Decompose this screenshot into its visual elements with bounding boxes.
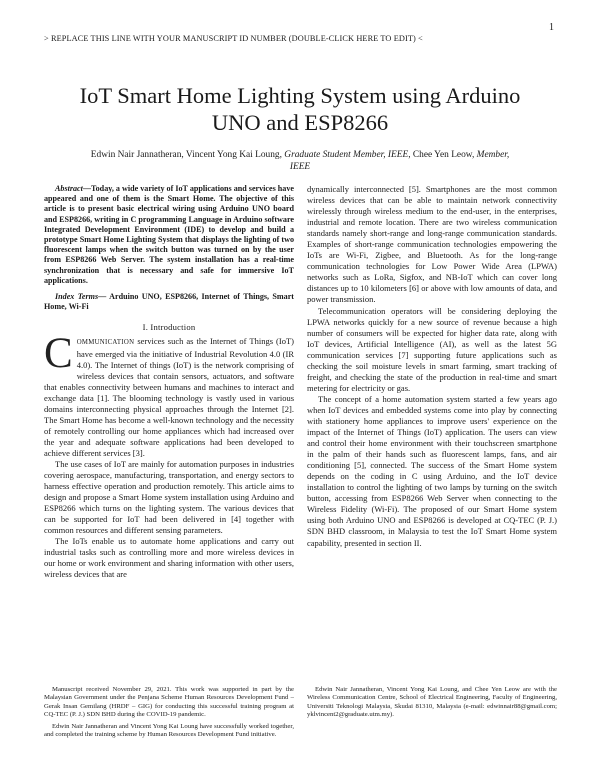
right-paragraph-3: The concept of a home automation system started a few years ago when IoT devices and embedded systems come into play by connecting with stationery home appliances to improve users' experience on the impact of the Internet of Things (IoT) application. The users can view and control their home environment with their touchscreen smartphone in the palm of their hands such as fluorescent lamps, fans, and air conditioning [5], connected. The success of the Smart Home system depends on the coding in C using Arduino, and the IoT device installation to control the lighting of two lamps by turning on the switch button, accessing from ESP8266 Web Server when connecting to the Wireless Fidelity (Wi-Fi). The proposed of our Smart Home system using both Arduino UNO and ESP8266 is developed at CQ-TEC (P. J.) SDN BHD classroom, in Malaysia to test the IoT Smart Home system capability, presented in section II.: [307, 393, 557, 548]
intro-paragraph-1-text: services such as the Internet of Things (IoT) have emerged via the initiative of Industrial Revolution 4.0 (IR 4.0). The Internet of things (IoT) is the network comprising of wireless devices that contain sensors, actuators, and software that enables connectivity between humans and machines to interact and exchange data [1]. The blooming technology is vastly used in various domains interconnecting physical approaches through the Internet [2]. The Smart Home has become a well-known technology and the necessity of remotely controlling our home appliances which had increased over the year and adequate software applications had been developed to achieve different services [3].: [44, 336, 294, 458]
right-column: [307, 184, 557, 549]
author-list: [56, 149, 544, 173]
index-terms-text: — Arduino UNO, ESP8266, Internet of Things, Smart Home, Wi-Fi: [44, 292, 295, 312]
abstract: [44, 184, 294, 286]
author-affiliation-2: Member,: [476, 150, 510, 160]
page-number: 1: [549, 22, 554, 33]
section-heading-introduction: I. Introduction: [142, 322, 196, 333]
footnote-author-affiliations: Edwin Nair Jannatheran, Vincent Yong Kai Loung, and Chee Yen Leow are with the Wireless Communication Centre, School of Electrical Engineering, Faculty of Engineering, Universiti Teknologi Malaysia, Skudai 81310, Malaysia (e-mail: edwinnair88@gmail.com; yklvincent2@graduate.utm.my).: [307, 686, 557, 719]
intro-paragraph-1: [44, 330, 294, 459]
index-terms: [44, 292, 294, 312]
abstract-label: Abstract: [55, 184, 83, 193]
author-names: Edwin Nair Jannatheran, Vincent Yong Kai Loung,: [90, 150, 285, 160]
right-paragraph-1: dynamically interconnected [5]. Smartphones are the most common wireless devices that can be able to maintain network connectivity wirelessly through wireless medium to the end-user, in the enterprises, industrial and remote location. There are two wireless communication standards namely short-range and long-range communication standards. Examples of short-range communication technologies empowering the IoTs are Wi-Fi, Zigbee, and Bluetooth. As for the long-range communication technologies for Low Power Wide Area (LPWA) networks such as LoRa, Sigfox, and NB-IoT which can cover long distances up to 10 kilometers [6] or above with low amounts of data, and power transmission.: [307, 184, 557, 305]
title-line-2: UNO and ESP8266: [211, 110, 389, 135]
introduction-body: [44, 330, 294, 580]
manuscript-id-placeholder[interactable]: > REPLACE THIS LINE WITH YOUR MANUSCRIPT ID NUMBER (DOUBLE-CLICK HERE TO EDIT) <: [44, 34, 423, 43]
paper-title: [40, 82, 560, 136]
intro-paragraph-2: The use cases of IoT are mainly for automation purposes in industries covering aerospace, manufacturing, transportation, and energy sectors to harness effective operation and production remotely. This article aims to design and propose a Smart Home system installation using Arduino and ESP8266 which turns on the lighting system. The various devices that can be supported for IoT had been delivered in [4] together with common resources and different sensing parameters.: [44, 459, 294, 536]
drop-cap: C: [44, 330, 73, 378]
index-terms-label: Index Terms: [55, 292, 99, 302]
footnote-right: [307, 686, 557, 723]
left-column: [44, 184, 294, 581]
title-line-1: IoT Smart Home Lighting System using Arduino: [79, 83, 521, 108]
footnote-acknowledgement: Edwin Nair Jannatheran and Vincent Yong Kai Loung have successfully worked together, and completed the training scheme by Human Resources Development Fund initiative.: [44, 722, 294, 739]
footnote-left: [44, 686, 294, 742]
intro-first-word: OMMUNICATION: [76, 339, 135, 347]
author-affiliation-3: IEEE: [289, 162, 311, 172]
abstract-text: —Today, a wide variety of IoT applications and services have appeared and one of them is the Smart Home. The objective of this article is to present basic electrical wiring using Arduino UNO board and ESP8266, writing in C programming Language in Arduino software Integrated Development Environment (IDE) to develop and build a prototype Smart Home Lighting System that displays the lighting of two fluorescent lamps when the switch button was turned on by the user from ESP8266 Web Server. The system installation has a real-time synchronization that is necessary and safe for immersive IoT applications.: [44, 184, 294, 285]
author-affiliation: Graduate Student Member, IEEE: [284, 150, 409, 160]
author-names-2: , Chee Yen Leow,: [408, 150, 477, 160]
right-paragraph-2: Telecommunication operators will be considering deploying the LPWA networks quickly for a new source of revenue because a high number of consumers will be expected for higher data rate, along with IoT devices, Artificial Intelligence (AI), as well as the latest 5G communication services [7] supporting future applications such as checking the soil moisture levels in smart farming, smart tracking of freight, and checking the state of the production in real-time and smart metering for electricity or gas.: [307, 305, 557, 393]
intro-paragraph-3: The IoTs enable us to automate home applications and carry out industrial tasks such as controlling more and more wireless devices in our home or work environment and sharing information with other users, wireless devices that are: [44, 536, 294, 580]
footnote-manuscript-received: Manuscript received November 29, 2021. This work was supported in part by the Malaysian Government under the Penjana Scheme Human Resources Development Fund – Gerak Insan Gemilang (HRDF – GIG) for conducting this successful training program at CQ-TEC (P. J.) SDN BHD during the COVID-19 pandemic.: [44, 686, 294, 719]
